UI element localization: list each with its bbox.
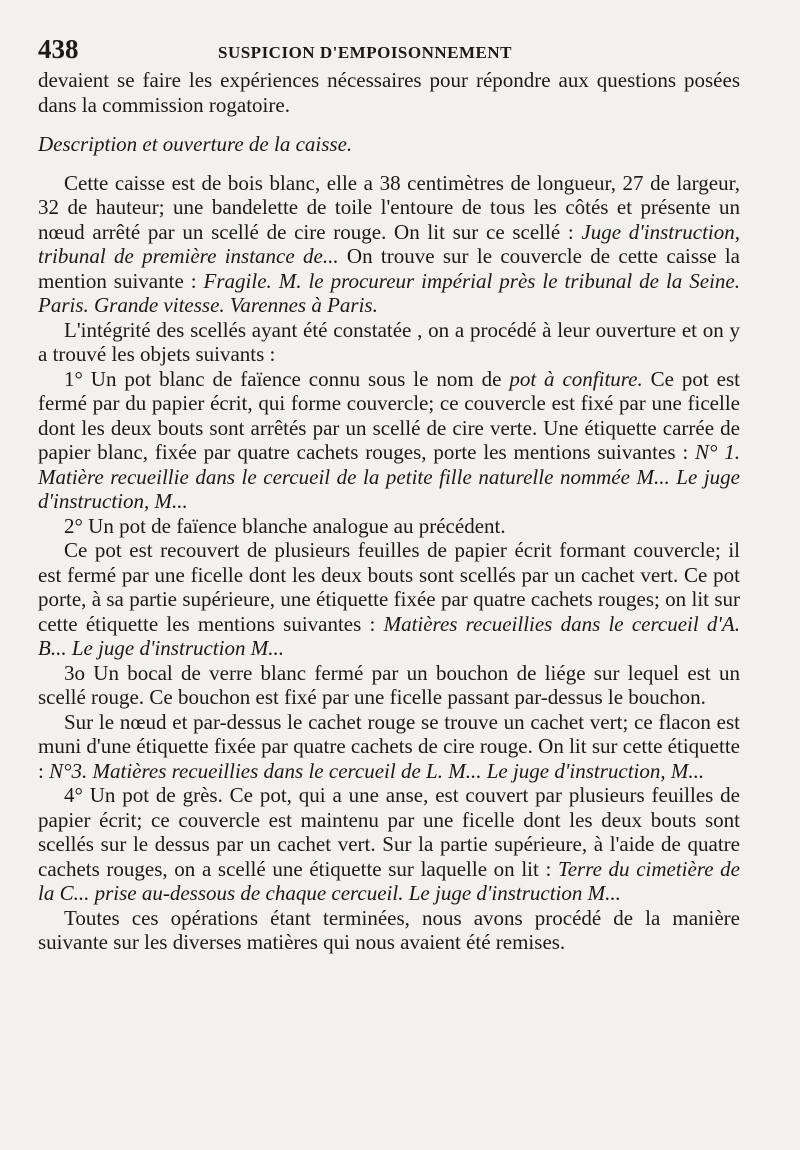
text-run: L'intégrité des scellés ayant été constatée , on a procédé à leur ouverture et on y a trouvé les objets suivants : — [38, 317, 740, 366]
running-title: SUSPICION D'EMPOISONNEMENT — [218, 43, 513, 62]
italic-run: pot à confiture. — [509, 366, 643, 391]
text-run: Sur le nœud et par-dessus le cachet rouge se trouve un cachet vert; ce flacon est muni d'une étiquette fixée par quatre cachets de cire rouge. On lit sur cette étiquette : — [38, 709, 740, 783]
paragraph-conclusion — [38, 906, 740, 955]
paragraph-item-2 — [38, 514, 740, 539]
paragraph-item-3-detail — [38, 710, 740, 784]
italic-run: N° 1. Matière recueillie dans le cercueil de la petite fille naturelle nommée M... Le juge d'instruction, M... — [38, 440, 741, 513]
paragraph-scelles — [38, 318, 740, 367]
text-run: 1° Un pot blanc de faïence connu sous le nom de — [64, 366, 510, 391]
text-run: Ce pot est recouvert de plusieurs feuilles de papier écrit formant couvercle; il est fermé par une ficelle dont les deux bouts sont scellés par un cachet vert. Ce pot porte, à sa partie supérieure, une étiquette fixée par quatre cachets rouges; on lit sur cette étiquette les mentions suivantes : — [38, 538, 740, 636]
paragraph-caisse — [38, 171, 740, 318]
body-text — [38, 68, 740, 955]
page-number: 438 — [38, 34, 79, 64]
italic-run: Matières recueillies dans le cercueil d'A. B... Le juge d'instruction M... — [38, 611, 740, 660]
running-head — [38, 34, 740, 68]
text-run: On trouve sur le couvercle de cette caisse la mention suivante : — [38, 244, 740, 293]
italic-run: Juge d'instruction, tribunal de première instance de... — [38, 219, 740, 268]
italic-run: N°3. Matières recueillies dans le cercueil de L. M... Le juge d'instruction, M... — [49, 758, 705, 783]
text-run: Ce pot est fermé par du papier écrit, qui forme couvercle; ce couvercle est fixé par une ficelle dont les deux bouts sont arrêtés par un scellé de cire verte. Une étiquette carrée de papier blanc, fixée par quatre cachets rouges, porte les mentions suivantes : — [38, 366, 740, 464]
paragraph-item-1 — [38, 367, 740, 514]
italic-run: Fragile. M. le procureur impérial près le tribunal de la Seine. Paris. Grande vitesse. Varennes à Paris. — [38, 268, 740, 317]
italic-run: Terre du cimetière de la C... prise au-dessous de chaque cercueil. Le juge d'instruction M... — [38, 856, 741, 905]
text-run: Cette caisse est de bois blanc, elle a 38 centimètres de longueur, 27 de largeur, 32 de hauteur; une bandelette de toile l'entoure de tous les côtés et présente un nœud arrêté par un scellé de cire rouge. On lit sur ce scellé : — [38, 170, 740, 244]
text-run: devaient se faire les expériences nécessaires pour répondre aux questions posées dans la commission rogatoire. — [38, 68, 740, 117]
text-run: 4° Un pot de grès. Ce pot, qui a une anse, est couvert par plusieurs feuilles de papier écrit; ce couvercle est maintenu par une ficelle dont les deux bouts sont scellés sur le dessus par un cachet vert. Sur la partie supérieure, à l'aide de quatre cachets rouges, on a scellé une étiquette sur laquelle on lit : — [38, 783, 740, 881]
paragraph-item-3 — [38, 661, 740, 710]
section-heading: Description et ouverture de la caisse. — [38, 132, 353, 156]
paragraph-item-2-detail — [38, 538, 740, 661]
paragraph-item-4 — [38, 783, 740, 906]
text-run: 2° Un pot de faïence blanche analogue au précédent. — [64, 513, 506, 538]
text-run: 3o Un bocal de verre blanc fermé par un bouchon de liége sur lequel est un scellé rouge. Ce bouchon est fixé par une ficelle passant par-dessus le bouchon. — [38, 660, 740, 709]
text-run: Toutes ces opérations étant terminées, nous avons procédé de la manière suivante sur les diverses matières qui nous avaient été remises. — [38, 905, 740, 954]
paragraph-continuation — [38, 68, 740, 117]
